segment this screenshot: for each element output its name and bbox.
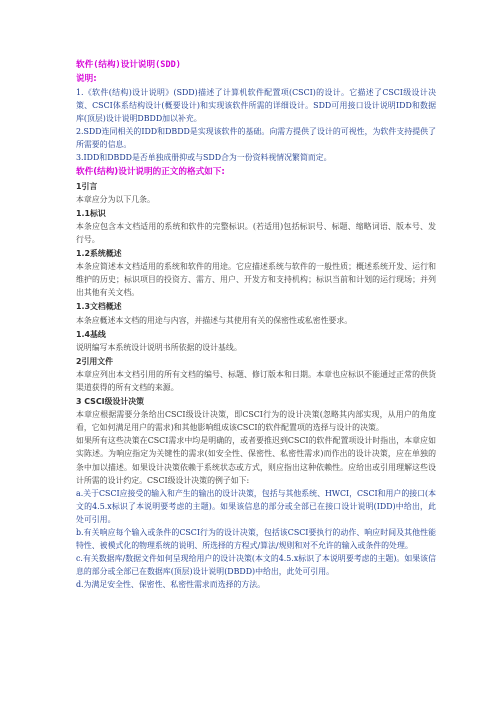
section-1-4-body: 说明编写本系统设计说明书所依据的设计基线。 — [76, 342, 242, 352]
format-heading: 软件(结构)设计说明的正文的格式如下: — [76, 166, 225, 177]
section-1-1-body: 本条应包含本文档适用的系统和软件的完整标识。(若适用)包括标识号、标题、缩略词语、版本号、发行号。 — [76, 221, 436, 244]
section-3-item-a: a.关于CSCI应接受的输入和产生的输出的设计决策，包括与其他系统、HWCI，CSCI和用户的接口(本文的4.5.x标识了本说明要考虑的主题)。如果该信息的部分或全部已在接口设计说明(IDD)中给出，此处可引用。 — [76, 488, 436, 524]
section-1-3-heading: 1.3文档概述 — [76, 302, 122, 312]
section-3-item-d: d.为满足安全性、保密性、私密性需求而选择的方法。 — [76, 580, 266, 590]
document-title: 软件(结构)设计说明(SDD) — [76, 60, 181, 70]
section-1-intro: 本章应分为以下几条。 — [76, 194, 155, 204]
section-3-heading: 3 CSCI级设计决策 — [76, 397, 145, 407]
section-1-4-heading: 1.4基线 — [76, 329, 106, 339]
note-1: 1.《软件(结构)设计说明》(SDD)描述了计算机软件配置项(CSCI)的设计。它描述了CSCI级设计决策、CSCI体系结构设计(概要设计)和实现该软件所需的详细设计。SDD可用接口设计说明IDD和数据库(顶层)设计说明DBDD加以补充。 — [76, 88, 436, 124]
section-1-heading: 1引言 — [76, 181, 98, 191]
section-3-para-1: 本章应根据需要分条给出CSCI级设计决策，即CSCI行为的设计决策(忽略其内部实现，从用户的角度看，它如何满足用户的需求)和其他影响组成该CSCI的软件配置项的选择与设计的决策。 — [76, 410, 436, 433]
notes-label: 说明: — [76, 74, 97, 84]
section-1-3-body: 本条应概述本文档的用途与内容，并描述与其使用有关的保密性或私密性要求。 — [76, 315, 353, 325]
section-3-para-2: 如果所有这些决策在CSCI需求中均是明确的，或者要推迟到CSCI的软件配置项设计时指出，本章应如实陈述。为响应指定为关键性的需求(如安全性、保密性、私密性需求)而作出的设计决策，应在单独的条中加以描述。如果设计决策依赖于系统状态或方式，则应指出这种依赖性。应给出或引用理解这些设计所需的设计约定。CSCI级设计决策的例子如下: — [76, 436, 436, 485]
section-3-item-b: b.有关响应每个输入或条件的CSCI行为的设计决策，包括该CSCI要执行的动作、响应时间及其他性能特性、被模式化的物理系统的说明、所选择的方程式/算法/规则和对不允许的输入或条件的处理。 — [76, 528, 436, 551]
note-3: 3.IDD和DBDD是否单独成册抑或与SDD合为一份资料视情况繁简而定。 — [76, 153, 332, 163]
section-3-item-c: c.有关数据库/数据文件如何呈现给用户的设计决策(本文的4.5.x标识了本说明要考虑的主题)。如果该信息的部分或全部已在数据库(顶层)设计说明(DBDD)中给出，此处可引用。 — [76, 554, 436, 577]
section-1-1-heading: 1.1标识 — [76, 208, 106, 218]
section-2-heading: 2引用文件 — [76, 356, 114, 366]
section-2-body: 本章应列出本文档引用的所有文档的编号、标题、修订版本和日期。本章也应标识不能通过正常的供货渠道获得的所有文档的来源。 — [76, 369, 436, 392]
section-1-2-heading: 1.2系统概述 — [76, 249, 122, 259]
note-2: 2.SDD连同相关的IDD和DBDD是实现该软件的基础。向需方提供了设计的可视性，为软件支持提供了所需要的信息。 — [76, 127, 436, 150]
section-1-2-body: 本条应简述本文档适用的系统和软件的用途。它应描述系统与软件的一般性质；概述系统开发、运行和维护的历史；标识项目的投资方、需方、用户、开发方和支持机构；标识当前和计划的运行现场；并列出其他有关文档。 — [76, 262, 436, 298]
